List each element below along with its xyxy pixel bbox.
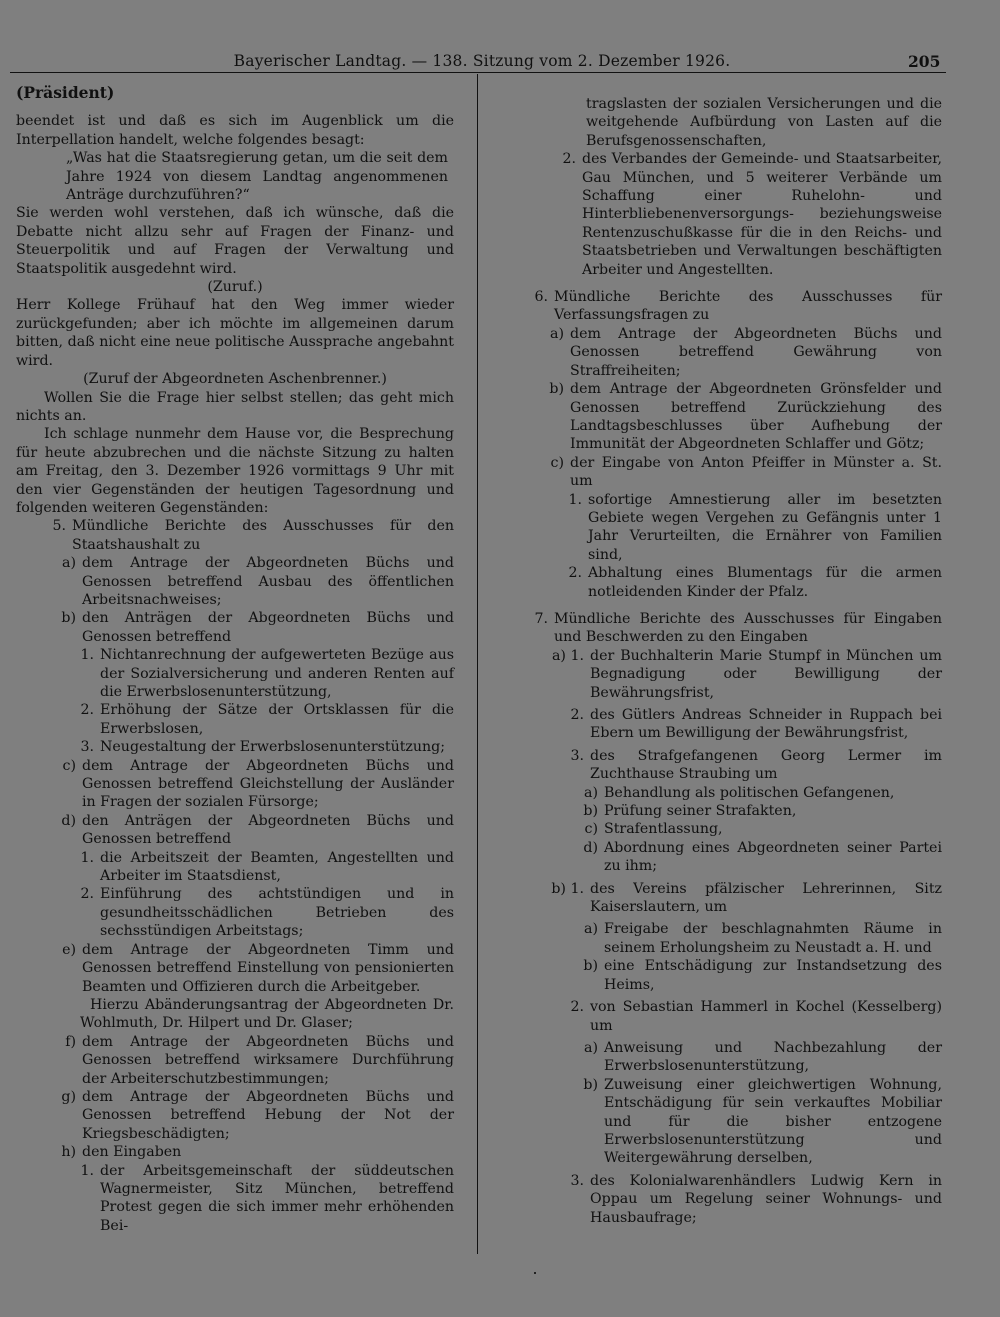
- speaker-label: (Präsident): [16, 83, 115, 102]
- sub-item-label: f): [65, 1033, 76, 1050]
- sub-item-label: a) 1.: [551, 647, 584, 664]
- sub-sub-item-text: Einführung des achtstündigen und in gesundheitsschädlichen Betrieben des sechsstündigen Arbeitstags;: [100, 886, 454, 940]
- sub-sub-item-label: 1.: [568, 491, 582, 508]
- sub-sub-item: [564, 491, 942, 565]
- sub-sub-item: [572, 1039, 942, 1076]
- sub-item-label: d): [61, 812, 76, 829]
- sub-sub-item: [76, 738, 454, 756]
- paragraph: Herr Kollege Frühauf hat den Weg immer wieder zurückgefunden; aber ich möchte im allgemeinen darum bitten, daß nicht eine neue politische Aussprache angebahnt wird.: [16, 297, 454, 369]
- sub-item: [526, 647, 942, 702]
- ink-speck: [534, 1272, 536, 1274]
- sub-sub-item-label: 2.: [568, 565, 582, 582]
- sub-sub-item-text: Strafentlassung,: [604, 821, 723, 838]
- sub-sub-item: [76, 1162, 454, 1236]
- sub-item-text: der Buchhalterin Marie Stumpf in München um Begnadigung oder Bewilligung der Bewährungsfrist,: [590, 647, 942, 701]
- sub-item-label: 2.: [570, 707, 584, 723]
- sub-sub-item-label: 1.: [80, 647, 94, 664]
- sub-sub-item: [76, 849, 454, 886]
- sub-sub-item-label: b): [583, 958, 598, 975]
- sub-sub-item-label: 1.: [80, 1162, 94, 1179]
- sub-sub-item-text: des Verbandes der Gemeinde- und Staatsarbeiter, Gau München, und 5 weiterer Verbände um Schaffung einer Ruhelohn- und Hinterbliebenenversorgungs- beziehungsweise Rentenzuschußkasse für die in den Reichs- und Staatsbetrieben und Verwaltungen beschäftigten Arbeiter und Angestellten.: [582, 151, 942, 278]
- sub-sub-item: [572, 820, 942, 838]
- agenda-item: [526, 288, 942, 325]
- sub-item-label: c): [62, 757, 76, 774]
- sub-sub-item-text: Behandlung als politischen Gefangenen,: [604, 784, 895, 801]
- sub-sub-item: [76, 885, 454, 940]
- sub-item-text: der Eingabe von Anton Pfeiffer in Münster a. St. um: [570, 454, 942, 490]
- sub-sub-item-label: b): [583, 803, 598, 820]
- sub-item-label: g): [61, 1088, 76, 1105]
- sub-sub-item-text: Freigabe der beschlagnahmten Räume in seinem Erholungsheim zu Neustadt a. H. und: [604, 921, 942, 956]
- page-number: 205: [908, 52, 941, 71]
- sub-item-label: h): [61, 1144, 76, 1161]
- interjection: (Zuruf der Abgeordneten Aschenbrenner.): [83, 371, 387, 388]
- sub-sub-item-text: sofortige Amnestierung aller im besetzten Gebiete wegen Vergehen zu Gefängnis unter 1 Jahr Verurteilten, die Ernährer von Familien sind,: [588, 491, 942, 563]
- header-rule: [10, 72, 946, 73]
- sub-item-text: dem Antrage der Abgeordneten Büchs und Genossen betreffend Gewährung von Straffreiheiten;: [570, 325, 942, 379]
- sub-item-text: des Gütlers Andreas Schneider in Ruppach bei Ebern um Bewilligung der Bewährungsfrist,: [590, 707, 942, 742]
- sub-item-text: dem Antrage der Abgeordneten Grönsfelder und Genossen betreffend Zurückziehung des Landtagsbeschlusses über Aufhebung der Immunität der Abgeordneten Schlaffer und Götz;: [570, 381, 942, 453]
- sub-sub-item-label: 2.: [80, 702, 94, 719]
- page-header: [0, 52, 1000, 74]
- sub-item-label: e): [62, 941, 76, 958]
- sub-sub-item: [572, 920, 942, 957]
- sub-item-text: des Kolonialwarenhändlers Ludwig Kern in Oppau um Regelung seiner Wohnungs- und Hausbaufrage;: [590, 1172, 942, 1226]
- sub-item-text: dem Antrage der Abgeordneten Büchs und Genossen betreffend Ausbau des öffentlichen Arbeitsnachweises;: [82, 555, 454, 608]
- sub-item-label: 2.: [570, 999, 584, 1016]
- sub-sub-item: [564, 564, 942, 601]
- sub-item: [56, 757, 454, 812]
- sub-sub-item-text: eine Entschädigung zur Instandsetzung des Heims,: [604, 958, 942, 993]
- quoted-interpellation: „Was hat die Staatsregierung getan, um die seit dem Jahre 1924 von diesem Landtag angenommenen Anträge durchzuführen?“: [66, 150, 448, 204]
- sub-sub-item-label: 1.: [80, 849, 94, 866]
- column-rule: [477, 74, 478, 1254]
- sub-item: [56, 1033, 454, 1088]
- paragraph: Ich schlage nunmehr dem Hause vor, die Besprechung für heute abzubrechen und die nächste Sitzung zu halten am Freitag, den 3. Dezember 1926 vormittags 9 Uhr mit den vier Gegenständen der heutigen Tagesordnung und folgenden weiteren Gegenständen:: [16, 426, 454, 516]
- sub-item: [526, 1172, 942, 1227]
- sub-item-label: a): [62, 555, 76, 572]
- sub-sub-item-label: 2.: [562, 151, 576, 168]
- sub-sub-item-text: der Arbeitsgemeinschaft der süddeutschen Wagnermeister, Sitz München, betreffend Protest gegen die sich immer mehr erhöhenden Bei-: [100, 1162, 454, 1234]
- sub-sub-item-label: b): [583, 1076, 598, 1093]
- sub-sub-item-text: Neugestaltung der Erwerbslosenunterstützung;: [100, 739, 446, 756]
- paragraph: beendet ist und daß es sich im Augenblick um die Interpellation handelt, welche folgendes besagt:: [16, 113, 454, 148]
- sub-sub-item-text: Abhaltung eines Blumentags für die armen notleidenden Kinder der Pfalz.: [588, 565, 942, 600]
- sub-item-text: dem Antrage der Abgeordneten Büchs und Genossen betreffend Hebung der Not der Kriegsbeschädigten;: [82, 1088, 454, 1142]
- sub-sub-item: [572, 1076, 942, 1168]
- sub-sub-item: [572, 957, 942, 994]
- sub-item-text: den Anträgen der Abgeordneten Büchs und Genossen betreffend: [82, 812, 454, 848]
- sub-item: [526, 998, 942, 1035]
- sub-item-label: b): [61, 610, 76, 627]
- sub-sub-item-text: Prüfung seiner Strafakten,: [604, 803, 797, 820]
- sub-item-label: 3.: [570, 747, 584, 764]
- sub-sub-item-text: Nichtanrechnung der aufgewerteten Bezüge aus der Sozialversicherung und anderen Renten auf die Erwerbslosenunterstützung,: [100, 647, 454, 700]
- paragraph: Wollen Sie die Frage hier selbst stellen; das geht mich nichts an.: [16, 389, 454, 424]
- sub-item-text: den Eingaben: [82, 1144, 182, 1161]
- sub-sub-item-text: Abordnung eines Abgeordneten seiner Partei zu ihm;: [604, 839, 942, 875]
- sub-sub-item-text: Zuweisung einer gleichwertigen Wohnung, Entschädigung für sein verkauftes Mobiliar und für die bisher entzogene Erwerbslosenunterstützung und Weitergewährung derselben,: [604, 1076, 942, 1167]
- sub-item: [526, 706, 942, 743]
- sub-sub-item: [572, 802, 942, 820]
- sub-sub-item-text: Erhöhung der Sätze der Ortsklassen für die Erwerbslosen,: [100, 702, 454, 737]
- sub-item: [526, 747, 942, 784]
- running-title: Bayerischer Landtag. — 138. Sitzung vom 2. Dezember 1926.: [233, 52, 731, 70]
- item-number: 6.: [534, 289, 548, 306]
- item-text: Mündliche Berichte des Ausschusses für Eingaben und Beschwerden zu den Eingaben: [554, 610, 942, 646]
- sub-sub-item: [572, 839, 942, 876]
- item-number: 5.: [52, 518, 66, 535]
- sub-item-text: von Sebastian Hammerl in Kochel (Kesselberg) um: [590, 999, 942, 1034]
- agenda-item: [44, 517, 454, 554]
- continuation-text: tragslasten der sozialen Versicherungen und die weitgehende Aufbürdung von Lasten auf die Berufsgenossenschaften,: [586, 96, 942, 149]
- sub-sub-item-text: die Arbeitszeit der Beamten, Angestellten und Arbeiter im Staatsdienst,: [100, 849, 454, 885]
- sub-sub-item: [76, 701, 454, 738]
- sub-sub-item-label: 3.: [80, 739, 94, 756]
- item-text: Mündliche Berichte des Ausschusses für den Staatshaushalt zu: [72, 518, 454, 553]
- sub-sub-item-label: a): [584, 921, 598, 938]
- sub-item-text: den Anträgen der Abgeordneten Büchs und Genossen betreffend: [82, 610, 454, 645]
- sub-item: [526, 454, 942, 491]
- item-number: 7.: [534, 610, 548, 627]
- sub-item: [56, 812, 454, 849]
- sub-item: [56, 1088, 454, 1143]
- sub-sub-item: [76, 646, 454, 701]
- sub-item-label: c): [550, 454, 564, 471]
- sub-sub-item-label: 2.: [80, 886, 94, 903]
- spacer: [526, 279, 942, 288]
- sub-sub-item: [572, 784, 942, 802]
- sub-item: [56, 609, 454, 646]
- item-text: Mündliche Berichte des Ausschusses für Verfassungsfragen zu: [554, 289, 942, 324]
- sub-item: [56, 941, 454, 996]
- interjection: (Zuruf.): [207, 279, 263, 296]
- sub-item-text: dem Antrage der Abgeordneten Büchs und Genossen betreffend wirksamere Durchführung der Arbeiterschutzbestimmungen;: [82, 1033, 454, 1087]
- sub-sub-item-label: a): [584, 1039, 598, 1056]
- sub-item-text: des Vereins pfälzischer Lehrerinnen, Sitz Kaiserslautern, um: [590, 880, 942, 916]
- amendment-note: Hierzu Abänderungsantrag der Abgeordneten Dr. Wohlmuth, Dr. Hilpert und Dr. Glaser;: [80, 996, 454, 1032]
- sub-item: [526, 325, 942, 380]
- left-column: [16, 84, 454, 1235]
- sub-item-label: a): [550, 325, 564, 342]
- sub-item: [56, 554, 454, 609]
- sub-sub-item-label: d): [583, 839, 598, 856]
- sub-sub-item-label: c): [584, 821, 598, 838]
- sub-sub-item: [546, 150, 942, 279]
- sub-item: [526, 380, 942, 454]
- sub-sub-item-label: a): [584, 784, 598, 801]
- sub-item: [526, 880, 942, 917]
- sub-item-label: 3.: [570, 1172, 584, 1189]
- sub-item: [56, 1143, 454, 1161]
- agenda-item: [526, 610, 942, 647]
- sub-item-label: b): [549, 381, 564, 398]
- paragraph: Sie werden wohl verstehen, daß ich wünsche, daß die Debatte nicht allzu sehr auf Fragen der Finanz- und Steuerpolitik und auf Fragen der Verwaltung und Staatspolitik ausgedehnt wird.: [16, 205, 454, 277]
- spacer: [526, 601, 942, 610]
- right-column: [526, 95, 942, 1227]
- sub-item-text: dem Antrage der Abgeordneten Timm und Genossen betreffend Einstellung von pensionierten Beamten und Offizieren durch die Arbeitgeber.: [82, 941, 454, 995]
- sub-sub-item-text: Anweisung und Nachbezahlung der Erwerbslosenunterstützung,: [604, 1039, 942, 1075]
- sub-item-text: des Strafgefangenen Georg Lermer im Zuchthause Straubing um: [590, 747, 942, 783]
- sub-item-text: dem Antrage der Abgeordneten Büchs und Genossen betreffend Gleichstellung der Ausländer in Fragen der sozialen Fürsorge;: [82, 757, 454, 811]
- sub-item-label: b) 1.: [551, 880, 584, 897]
